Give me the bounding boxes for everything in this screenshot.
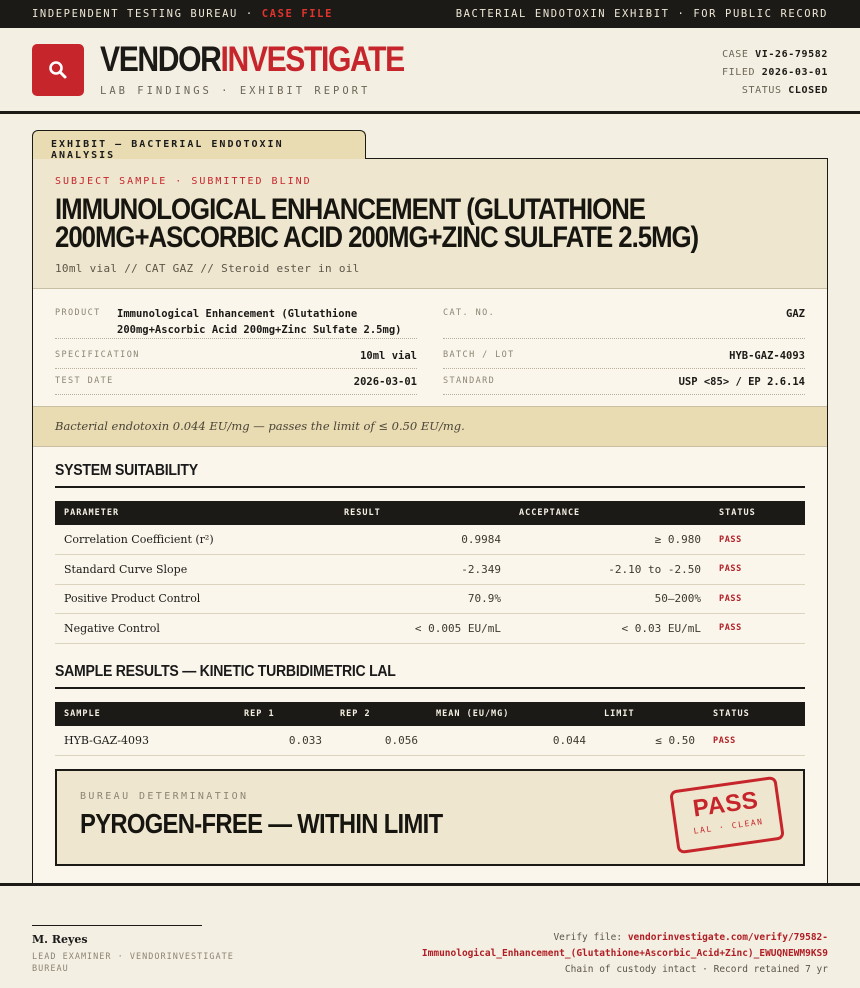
subject-header <box>33 159 827 289</box>
brand-name-part2: INVESTIGATE <box>220 39 404 79</box>
acceptance-cell: < 0.03 EU/mL <box>510 614 710 644</box>
detail-catno <box>443 306 805 339</box>
result-cell: < 0.005 EU/mL <box>335 614 510 644</box>
detail-batch <box>443 348 805 369</box>
details-grid <box>33 289 827 406</box>
detail-label: TEST DATE <box>55 376 114 386</box>
detail-value: USP <85> / EP 2.6.14 <box>678 376 805 388</box>
mean-cell: 0.044 <box>427 726 595 756</box>
parameter-cell: Positive Product Control <box>55 584 335 614</box>
exhibit-panel <box>32 158 828 884</box>
rep1-cell: 0.033 <box>235 726 331 756</box>
column-header: ACCEPTANCE <box>510 501 710 525</box>
status-line <box>722 82 828 100</box>
column-header: SAMPLE <box>55 702 235 726</box>
column-header: LIMIT <box>595 702 704 726</box>
signer-name: M. Reyes <box>32 933 88 946</box>
table-row <box>55 614 805 644</box>
table-row <box>55 525 805 555</box>
signature-line <box>32 925 202 926</box>
detail-value: 10ml vial <box>360 350 417 362</box>
detail-label: STANDARD <box>443 376 496 386</box>
parameter-cell: Standard Curve Slope <box>55 555 335 585</box>
suitability-title-text: SYSTEM SUITABILITY <box>55 462 198 479</box>
detail-spec <box>55 348 417 369</box>
table-row <box>55 726 805 756</box>
top-bar <box>0 0 860 28</box>
determination-kicker: BUREAU DETERMINATION <box>80 791 249 802</box>
results-title-text: SAMPLE RESULTS — KINETIC TURBIDIMETRIC LAL <box>55 663 396 680</box>
parameter-cell: Negative Control <box>55 614 335 644</box>
rep2-cell: 0.056 <box>331 726 427 756</box>
brand <box>100 39 453 97</box>
column-header: MEAN (EU/MG) <box>427 702 595 726</box>
footer <box>0 883 860 988</box>
acceptance-cell: 50–200% <box>510 584 710 614</box>
brand-name[interactable] <box>100 39 404 79</box>
subject-title: IMMUNOLOGICAL ENHANCEMENT (GLUTATHIONE 200MG+ASCORBIC ACID 200MG+ZINC SULFATE 2.5MG) <box>55 193 699 254</box>
result-cell: 70.9% <box>335 584 510 614</box>
acceptance-cell: -2.10 to -2.50 <box>510 555 710 585</box>
brand-subtitle: LAB FINDINGS · EXHIBIT REPORT <box>100 84 371 97</box>
column-header: REP 2 <box>331 702 427 726</box>
custody-note: Chain of custody intact · Record retained 7 yr <box>564 964 828 975</box>
determination-title: PYROGEN-FREE — WITHIN LIMIT <box>80 808 443 839</box>
subject-kicker: SUBJECT SAMPLE · SUBMITTED BLIND <box>55 176 312 187</box>
case-meta <box>722 46 828 100</box>
exhibit-tab: EXHIBIT — BACTERIAL ENDOTOXIN ANALYSIS <box>32 130 366 159</box>
suitability-table <box>55 501 805 644</box>
detail-label: BATCH / LOT <box>443 350 515 360</box>
subject-meta: 10ml vial // CAT GAZ // Steroid ester in oil <box>55 262 360 275</box>
masthead <box>0 28 860 114</box>
suitability-title <box>55 462 805 488</box>
bureau-determination <box>55 769 805 866</box>
signer-role: LEAD EXAMINER · VENDORINVESTIGATE BUREAU <box>32 952 234 974</box>
case-id-line <box>722 46 828 64</box>
brand-name-part1: VENDOR <box>100 39 221 79</box>
top-bar-left <box>32 8 333 20</box>
detail-value: Immunological Enhancement (Glutathione 200mg+Ascorbic Acid 200mg+Zinc Sulfate 2.5mg) <box>117 308 402 336</box>
finding-summary: Bacterial endotoxin 0.044 EU/mg — passes the limit of ≤ 0.50 EU/mg. <box>33 406 827 447</box>
column-header: STATUS <box>704 702 805 726</box>
verify-line-1 <box>422 930 828 946</box>
limit-cell: ≤ 0.50 <box>595 726 704 756</box>
case-id: VI-26-79582 <box>755 49 828 60</box>
stamp-main-text: PASS <box>691 786 760 823</box>
results-title <box>55 663 805 689</box>
top-bar-right: BACTERIAL ENDOTOXIN EXHIBIT · FOR PUBLIC RECORD <box>455 8 828 20</box>
status-badge: PASS <box>710 584 805 614</box>
status-badge: PASS <box>710 525 805 555</box>
column-header: REP 1 <box>235 702 331 726</box>
stamp-sub-text: LAL · CLEAN <box>693 817 765 836</box>
results-table <box>55 702 805 756</box>
detail-value: GAZ <box>786 308 805 320</box>
acceptance-cell: ≥ 0.980 <box>510 525 710 555</box>
table-row <box>55 584 805 614</box>
detail-test-date <box>55 374 417 395</box>
column-header: STATUS <box>710 501 805 525</box>
result-cell: 0.9984 <box>335 525 510 555</box>
case-label: CASE <box>722 49 749 60</box>
status-label: STATUS <box>741 85 782 96</box>
status-badge: PASS <box>710 614 805 644</box>
sample-cell: HYB-GAZ-4093 <box>55 726 235 756</box>
column-header: PARAMETER <box>55 501 335 525</box>
table-header-row <box>55 501 805 525</box>
result-cell: -2.349 <box>335 555 510 585</box>
detail-label: SPECIFICATION <box>55 350 140 360</box>
detail-label: CAT. NO. <box>443 308 496 318</box>
verify-link-continued[interactable]: Immunological_Enhancement_(Glutathione+Ascorbic_Acid+Zinc)_EWUQNEWM9KS9 <box>421 948 828 959</box>
filed-label: FILED <box>722 67 756 78</box>
detail-value: HYB-GAZ-4093 <box>729 350 805 362</box>
verify-link[interactable]: vendorinvestigate.com/verify/79582- <box>627 932 828 943</box>
status-badge: PASS <box>710 555 805 585</box>
status-badge: PASS <box>704 726 805 756</box>
case-file-label: CASE FILE <box>261 8 334 20</box>
table-header-row <box>55 702 805 726</box>
verify-block <box>422 930 828 978</box>
table-row <box>55 555 805 585</box>
detail-product <box>55 306 417 339</box>
detail-label: PRODUCT <box>55 308 101 318</box>
detail-value: 2026-03-01 <box>353 376 417 388</box>
filed-date: 2026-03-01 <box>761 67 828 78</box>
pass-stamp <box>669 776 785 854</box>
parameter-cell: Correlation Coefficient (r²) <box>55 525 335 555</box>
magnifier-icon <box>47 59 69 81</box>
logo[interactable] <box>32 44 84 96</box>
verify-label: Verify file: <box>553 932 628 943</box>
status-value: CLOSED <box>788 85 828 96</box>
filed-line <box>722 64 828 82</box>
bureau-label: INDEPENDENT TESTING BUREAU · <box>32 8 262 20</box>
column-header: RESULT <box>335 501 510 525</box>
detail-standard <box>443 374 805 395</box>
